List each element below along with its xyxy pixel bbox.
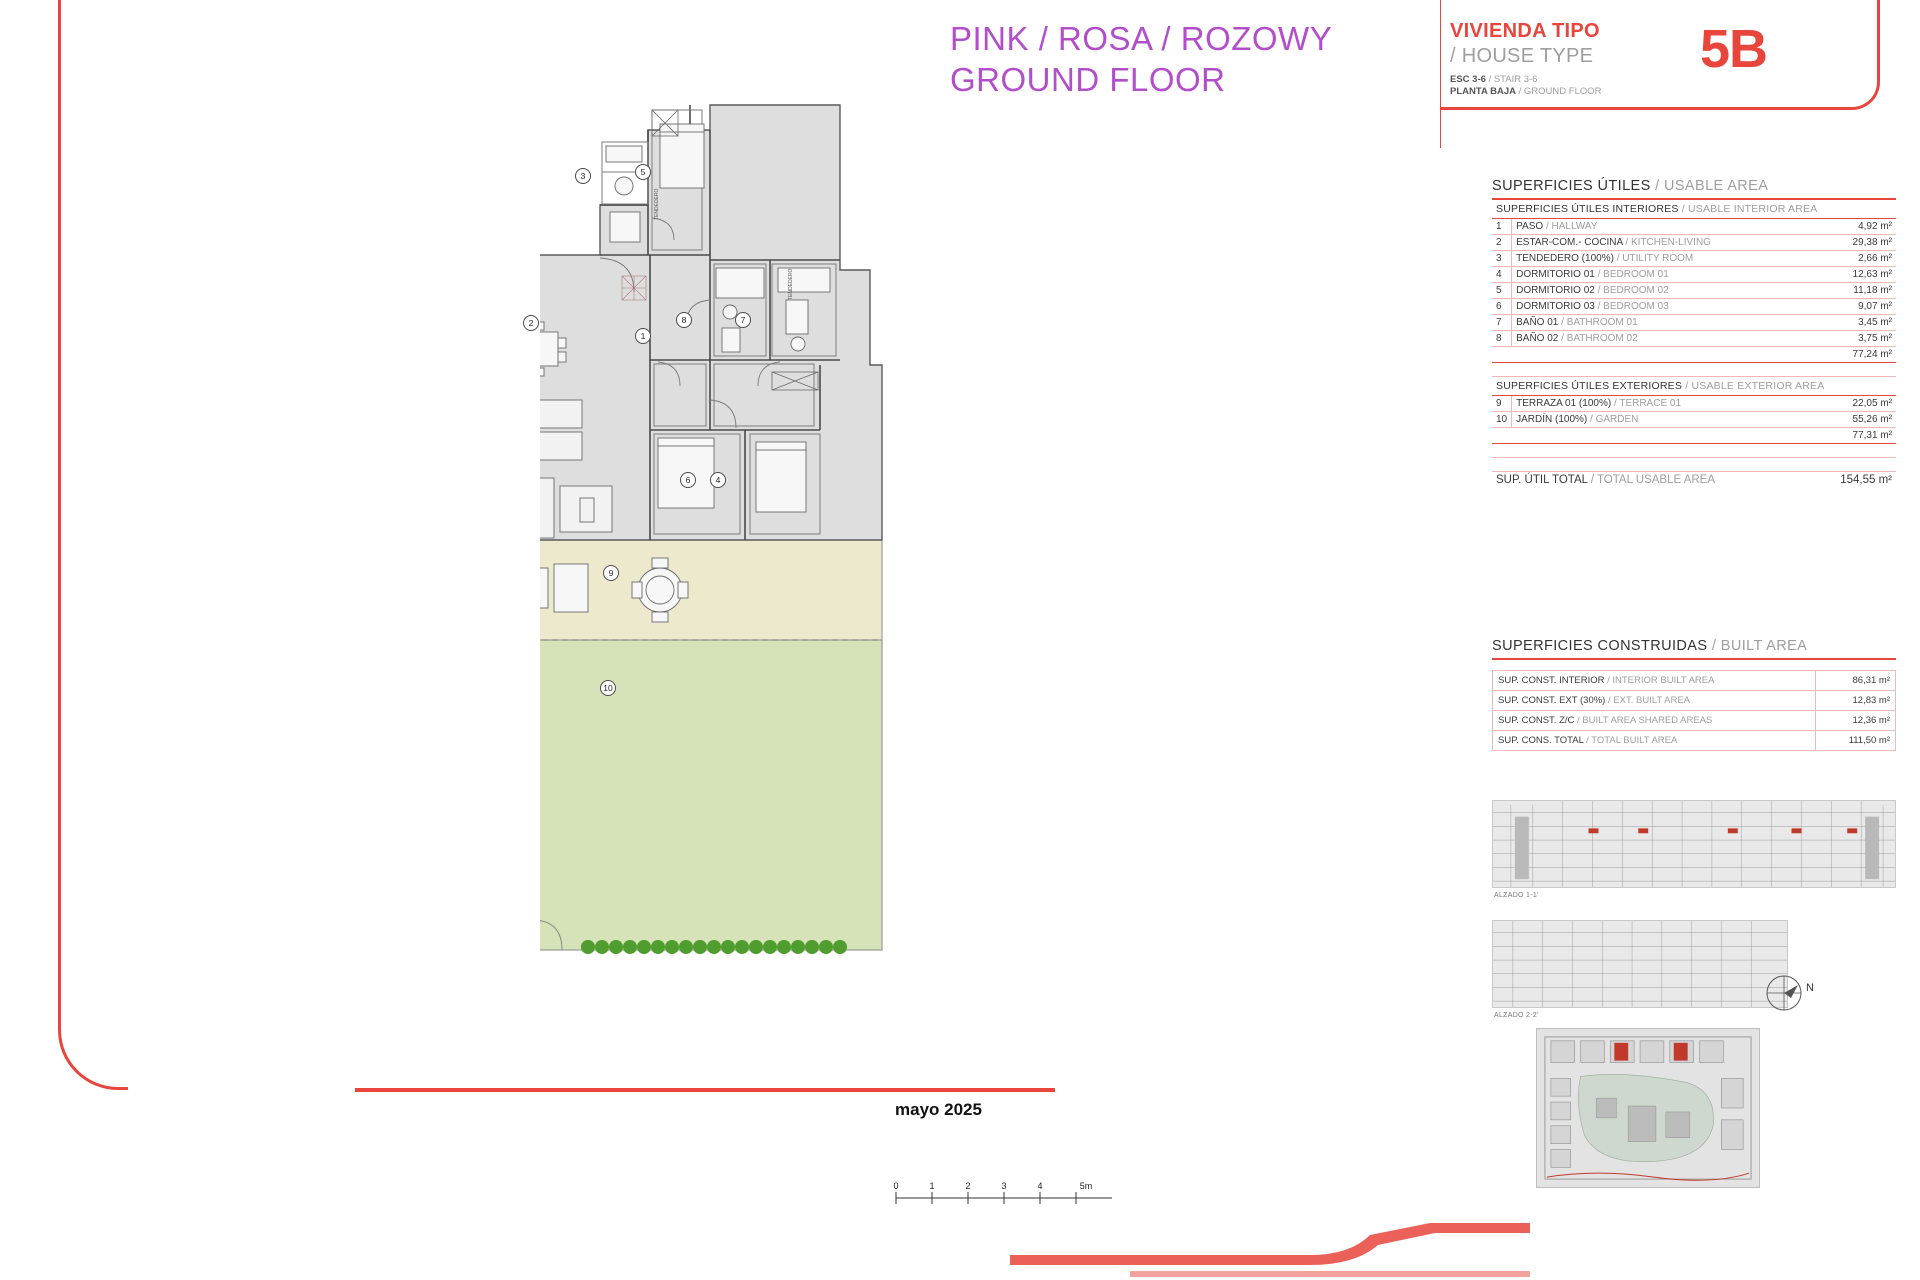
row-number: 8 xyxy=(1492,330,1512,346)
scale-tick-2: 2 xyxy=(965,1181,971,1191)
room-marker-2[interactable]: 2 xyxy=(523,315,539,331)
page-title-line2: GROUND FLOOR xyxy=(950,61,1226,98)
built-area-title-es: SUPERFICIES CONSTRUIDAS xyxy=(1492,638,1708,654)
usable-area-table xyxy=(1492,200,1896,488)
room-marker-8[interactable]: 8 xyxy=(676,312,692,328)
row-area: 3,45 m² xyxy=(1858,316,1892,328)
room-marker-3[interactable]: 3 xyxy=(575,168,591,184)
row-area: 29,38 m² xyxy=(1852,236,1892,248)
room-marker-4[interactable]: 4 xyxy=(710,472,726,488)
stair-label-en: / STAIR 3-6 xyxy=(1488,74,1538,85)
elevation-drawing-2 xyxy=(1492,920,1788,1008)
usable-area-title xyxy=(1492,178,1896,194)
table-row xyxy=(1492,250,1896,266)
exterior-section-header xyxy=(1492,376,1896,395)
scale-bar xyxy=(890,1180,1130,1210)
built-area-panel xyxy=(1492,638,1896,751)
exterior-total-value: 77,31 m² xyxy=(1492,427,1896,443)
table-row xyxy=(1492,314,1896,330)
row-number: 5 xyxy=(1492,282,1512,298)
table-row xyxy=(1493,690,1896,710)
room-marker-10[interactable]: 10 xyxy=(600,680,616,696)
scale-tick-3: 3 xyxy=(1001,1181,1007,1191)
house-type-label-en: / HOUSE TYPE xyxy=(1450,45,1594,67)
row-label: SUP. CONST. Z/C / BUILT AREA SHARED AREAS xyxy=(1493,710,1816,730)
row-label: DORMITORIO 01 / BEDROOM 01 xyxy=(1516,268,1669,280)
row-area: 12,36 m² xyxy=(1816,710,1896,730)
row-label: JARDÍN (100%) / GARDEN xyxy=(1516,413,1639,425)
usable-area-title-en: / USABLE AREA xyxy=(1655,178,1769,194)
row-area: 11,18 m² xyxy=(1853,284,1892,296)
row-label: ESTAR-COM.- COCINA / KITCHEN-LIVING xyxy=(1516,236,1711,248)
table-row xyxy=(1492,298,1896,314)
decorative-frame-divider xyxy=(1440,0,1441,148)
site-plan-thumbnail xyxy=(1536,1028,1760,1188)
row-area: 111,50 m² xyxy=(1816,730,1896,750)
table-row xyxy=(1492,282,1896,298)
row-area: 12,83 m² xyxy=(1816,690,1896,710)
interior-total-row xyxy=(1492,346,1896,362)
table-row xyxy=(1493,730,1896,750)
grand-total-value: 154,55 m² xyxy=(1840,473,1892,486)
page-title-line1: PINK / ROSA / ROZOWY xyxy=(950,20,1333,57)
built-area-rule xyxy=(1492,658,1896,660)
row-number: 2 xyxy=(1492,234,1512,250)
elevation-label-2: ALZADO 2-2' xyxy=(1494,1012,1539,1019)
spacer xyxy=(1492,443,1896,457)
row-number: 3 xyxy=(1492,250,1512,266)
built-area-table xyxy=(1492,670,1896,751)
table-row xyxy=(1492,234,1896,250)
interior-header-en: / USABLE INTERIOR AREA xyxy=(1681,202,1818,215)
exterior-header-es: SUPERFICIES ÚTILES EXTERIORES xyxy=(1496,379,1683,392)
row-area: 4,92 m² xyxy=(1858,220,1892,232)
row-area: 3,75 m² xyxy=(1858,332,1892,344)
svg-text:N: N xyxy=(1806,982,1814,994)
grand-total-label: SUP. ÚTIL TOTAL / TOTAL USABLE AREA xyxy=(1496,473,1716,486)
row-label: TERRAZA 01 (100%) / TERRACE 01 xyxy=(1516,397,1682,409)
row-area: 22,05 m² xyxy=(1852,397,1892,409)
compass-icon xyxy=(1760,965,1816,1021)
svg-text:TENDEDERO: TENDEDERO xyxy=(788,268,794,300)
row-area: 2,66 m² xyxy=(1858,252,1892,264)
table-row xyxy=(1492,330,1896,346)
usable-area-title-es: SUPERFICIES ÚTILES xyxy=(1492,178,1651,194)
scale-tick-0: 0 xyxy=(893,1181,899,1191)
row-label: SUP. CONST. INTERIOR / INTERIOR BUILT AREA xyxy=(1493,670,1816,690)
spacer xyxy=(1492,362,1896,376)
room-marker-9[interactable]: 9 xyxy=(603,565,619,581)
room-marker-6[interactable]: 6 xyxy=(680,472,696,488)
row-label: TENDEDERO (100%) / UTILITY ROOM xyxy=(1516,252,1694,264)
svg-text:TENDEDERO: TENDEDERO xyxy=(654,188,660,220)
scale-tick-4: 4 xyxy=(1037,1181,1043,1191)
interior-total-value: 77,24 m² xyxy=(1492,346,1896,362)
row-label: DORMITORIO 02 / BEDROOM 02 xyxy=(1516,284,1669,296)
stair-label-es: ESC 3-6 xyxy=(1450,74,1486,85)
table-row xyxy=(1493,710,1896,730)
house-type-code: 5B xyxy=(1700,19,1768,79)
row-label: BAÑO 01 / BATHROOM 01 xyxy=(1516,316,1638,328)
house-type-label-es: VIVIENDA TIPO xyxy=(1450,20,1600,42)
elevation-label-1: ALZADO 1-1' xyxy=(1494,892,1539,899)
room-marker-1[interactable]: 1 xyxy=(635,328,651,344)
scale-tick-5: 5m xyxy=(1079,1181,1093,1191)
row-area: 12,63 m² xyxy=(1852,268,1892,280)
table-row xyxy=(1493,670,1896,690)
plan-date: mayo 2025 xyxy=(895,1100,982,1119)
elevation-drawing-1 xyxy=(1492,800,1896,888)
row-number: 1 xyxy=(1492,218,1512,234)
table-row xyxy=(1492,218,1896,234)
exterior-total-row xyxy=(1492,427,1896,443)
built-area-title xyxy=(1492,638,1896,654)
floor-label-en: / GROUND FLOOR xyxy=(1518,86,1602,97)
row-label: SUP. CONST. EXT (30%) / EXT. BUILT AREA xyxy=(1493,690,1816,710)
row-area: 9,07 m² xyxy=(1858,300,1892,312)
room-marker-5[interactable]: 5 xyxy=(635,164,651,180)
row-label: SUP. CONS. TOTAL / TOTAL BUILT AREA xyxy=(1493,730,1816,750)
row-number: 7 xyxy=(1492,314,1512,330)
row-number: 10 xyxy=(1492,411,1512,427)
row-number: 6 xyxy=(1492,298,1512,314)
floor-plan xyxy=(528,100,1020,1060)
decorative-swoosh xyxy=(1010,1215,1530,1277)
built-area-title-en: / BUILT AREA xyxy=(1711,638,1808,654)
row-number: 4 xyxy=(1492,266,1512,282)
row-label: DORMITORIO 03 / BEDROOM 03 xyxy=(1516,300,1669,312)
page-title xyxy=(950,18,1430,100)
table-row xyxy=(1492,395,1896,411)
interior-section-header xyxy=(1492,200,1896,219)
row-label: PASO / HALLWAY xyxy=(1516,220,1598,232)
decorative-frame-left xyxy=(58,0,128,1090)
scale-tick-1: 1 xyxy=(929,1181,935,1191)
floor-label-es: PLANTA BAJA xyxy=(1450,86,1516,97)
usable-area-panel xyxy=(1492,178,1896,488)
decorative-bar-bottom xyxy=(355,1088,1055,1092)
room-marker-7[interactable]: 7 xyxy=(735,312,751,328)
grand-total-row xyxy=(1492,471,1896,488)
row-number: 9 xyxy=(1492,395,1512,411)
row-label: BAÑO 02 / BATHROOM 02 xyxy=(1516,332,1638,344)
spacer xyxy=(1492,457,1896,471)
row-area: 86,31 m² xyxy=(1816,670,1896,690)
interior-header-es: SUPERFICIES ÚTILES INTERIORES xyxy=(1496,202,1679,215)
table-row xyxy=(1492,411,1896,427)
table-row xyxy=(1492,266,1896,282)
row-area: 55,26 m² xyxy=(1852,413,1892,425)
exterior-header-en: / USABLE EXTERIOR AREA xyxy=(1685,379,1825,392)
